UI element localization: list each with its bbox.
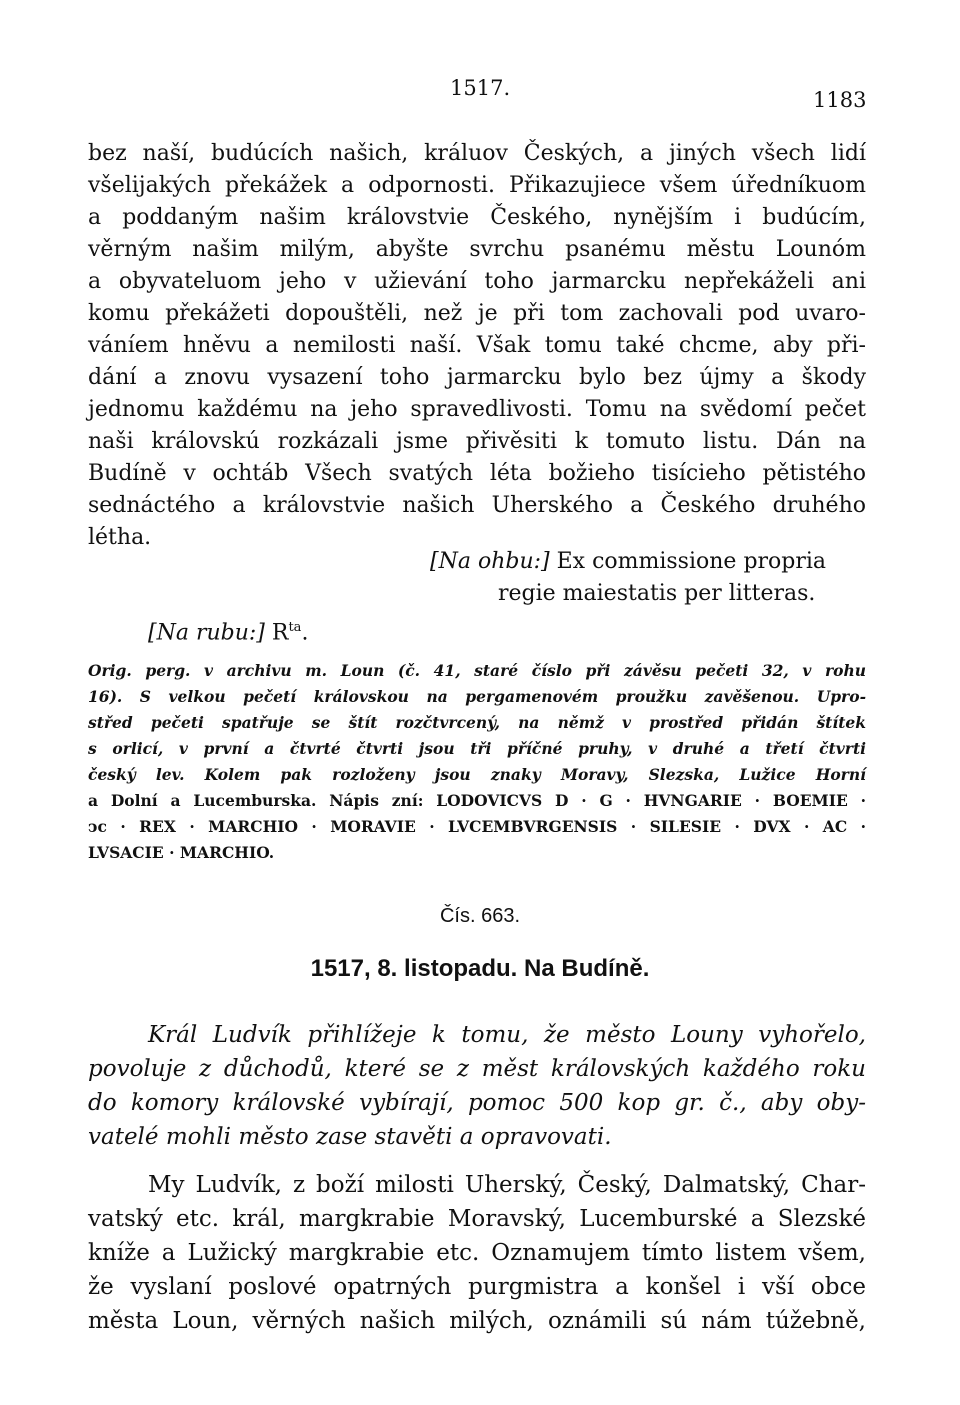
fold-text-line1: Ex commissione propria [556, 549, 827, 574]
note-line: LVSACIE · MARCHIO. [88, 843, 275, 862]
fold-text-line2: regie maiestatis per litteras. [498, 581, 816, 606]
text-line: a obyvateluom jeho v užievání toho jarmarcku nepřekáželi ani [88, 269, 866, 294]
regest-line: povoluje z důchodů, které se z měst královských každého roku [88, 1056, 866, 1082]
text-line: sednáctého a královstvie našich Uherského a Českého druhého [88, 493, 866, 518]
text-line: Budíně v ochtáb Všech svatých léta božieho tisícieho pětistého [88, 461, 866, 486]
regest-line: Král Ludvík přihlížeje k tomu, že město Louny vyhořelo, [148, 1022, 866, 1048]
text-line: všelijakých překážek a odpornosti. Přikazujiece všem úředníkuom [88, 173, 866, 198]
header-year: 1517. [450, 76, 511, 100]
text-line: bez naší, budúcích našich, králuov Českých, a jiných všech lidí [88, 141, 866, 166]
charter-line: města Loun, věrných našich milých, oznámili sú nám túžebně, [88, 1308, 866, 1334]
page-number: 1183 [813, 88, 867, 112]
document-number: Čís. 663. [439, 905, 521, 927]
text-line: věrným našim milým, abyšte svrchu psanému městu Lounóm [88, 237, 866, 262]
regest-line: do komory královské vybírají, pomoc 500 kop gr. č., aby oby- [88, 1090, 866, 1116]
text-line: dání a znovu vysazení toho jarmarcku bylo bez újmy a škody [88, 365, 866, 390]
charter-line: kníže a Lužický margkrabie etc. Oznamujem tímto listem všem, [88, 1240, 866, 1266]
note-line: český lev. Kolem pak rozloženy jsou znaky Moravy, Slezska, Lužice Horní [88, 765, 866, 784]
charter-line: že vyslaní poslové opatrných purgmistra a konšel i vší obce [88, 1274, 866, 1300]
note-line: 16). S velkou pečetí královskou na pergamenovém proužku zavěšenou. Upro- [88, 687, 866, 706]
back-text-end: . [301, 620, 309, 646]
note-line: a Dolní a Lucemburska. Nápis zní: LODOVICVS D · G · HVNGARIE · BOEMIE · [88, 791, 866, 810]
date-heading: 1517, 8. listopadu. Na Budíně. [310, 955, 650, 982]
charter-line: vatský etc. král, margkrabie Moravský, Lucemburské a Slezské [88, 1206, 866, 1232]
back-label: [Na rubu:] [148, 620, 265, 646]
text-line: a poddaným našim královstvie Českého, nynějším i budúcím, [88, 205, 866, 230]
text-line: naši královskú rozkázali jsme přivěsiti k tomuto listu. Dán na [88, 429, 866, 454]
charter-line: My Ludvík, z boží milosti Uherský, Český, Dalmatský, Char- [148, 1172, 866, 1198]
note-line: střed pečeti spatřuje se štít rozčtvrcený, na němž v prostřed přidán štítek [88, 713, 866, 732]
note-line: ↄc · REX · MARCHIO · MORAVIE · LVCEMBVRGENSIS · SILESIE · DVX · AC · [88, 817, 866, 836]
back-text-superscript: ta [288, 620, 302, 635]
fold-label: [Na ohbu:] [430, 549, 550, 574]
text-line: váníem hněvu a nemilosti naší. Však tomu také chcme, aby při- [88, 333, 866, 358]
endorsement-fold [430, 546, 826, 578]
note-line: s orlicí, v první a čtvrté čtvrti jsou tři příčné pruhy, v druhé a třetí čtvrti [88, 739, 866, 758]
regest-line: vatelé mohli město zase stavěti a opravovati. [88, 1124, 612, 1150]
text-line: létha. [88, 525, 152, 550]
back-text: R [271, 620, 289, 646]
text-line: komu překážeti dopouštěli, než je při tom zachovali pod uvaro- [88, 301, 866, 326]
text-line: jednomu každému na jeho spravedlivosti. Tomu na svědomí pečet [88, 397, 866, 422]
endorsement-back [148, 612, 308, 649]
note-line: Orig. perg. v archivu m. Loun (č. 41, staré číslo při závěsu pečeti 32, v rohu [88, 661, 866, 680]
